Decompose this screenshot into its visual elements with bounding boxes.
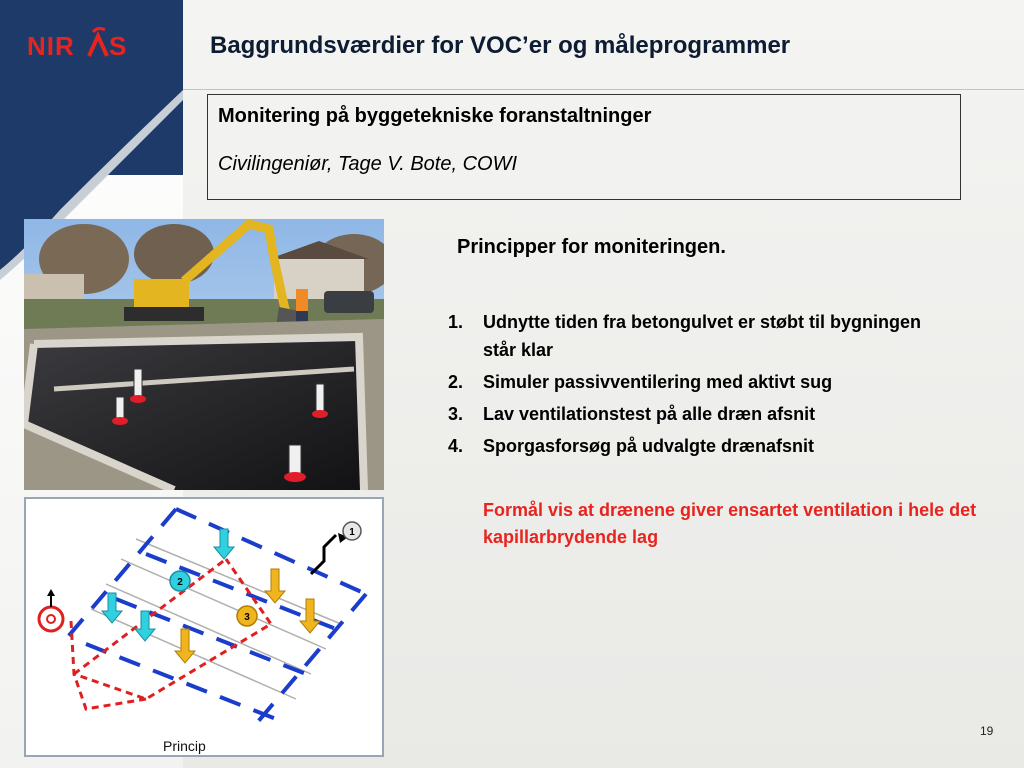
marker-1 bbox=[343, 522, 361, 540]
list-item bbox=[448, 432, 1008, 460]
list-item bbox=[448, 308, 1008, 364]
list-number: 3. bbox=[448, 404, 464, 424]
marker-3 bbox=[237, 606, 257, 626]
svg-text:3: 3 bbox=[244, 612, 250, 623]
list-text: Lav ventilationstest på alle dræn afsnit bbox=[483, 404, 816, 424]
svg-text:1: 1 bbox=[349, 527, 355, 538]
list-text: Simuler passivventilering med aktivt sug bbox=[483, 372, 833, 392]
info-heading: Monitering på byggetekniske foranstaltninger bbox=[218, 105, 652, 127]
principle-diagram bbox=[24, 497, 384, 757]
slide-title: Baggrundsværdier for VOC’er og måleprogrammer bbox=[210, 32, 791, 59]
principles-list bbox=[448, 308, 1008, 464]
info-author: Civilingeniør, Tage V. Bote, COWI bbox=[218, 153, 518, 175]
source-info-box bbox=[207, 94, 961, 200]
diagram-caption: Princip bbox=[163, 738, 206, 754]
list-text: Udnytte tiden fra betongulvet er støbt til bygningen står klar bbox=[483, 312, 922, 360]
list-item bbox=[448, 400, 1008, 428]
svg-text:NIR: NIR bbox=[27, 31, 75, 61]
list-number: 4. bbox=[448, 436, 464, 456]
svg-text:S: S bbox=[109, 31, 127, 61]
principles-title: Principper for moniteringen. bbox=[457, 236, 726, 258]
list-item bbox=[448, 368, 1008, 396]
list-number: 1. bbox=[448, 312, 464, 332]
purpose-statement: Formål vis at drænene giver ensartet ventilation i hele det kapillarbrydende lag bbox=[483, 500, 977, 547]
marker-2 bbox=[170, 571, 190, 591]
niras-logo bbox=[25, 24, 149, 72]
svg-text:2: 2 bbox=[177, 577, 183, 588]
list-text: Sporgasforsøg på udvalgte drænafsnit bbox=[483, 436, 815, 456]
drainage-diagram-svg bbox=[26, 499, 382, 755]
list-number: 2. bbox=[448, 372, 464, 392]
page-number: 19 bbox=[980, 724, 994, 738]
construction-site-photo bbox=[24, 219, 384, 490]
fan-icon bbox=[39, 589, 63, 631]
title-divider bbox=[183, 89, 1024, 90]
